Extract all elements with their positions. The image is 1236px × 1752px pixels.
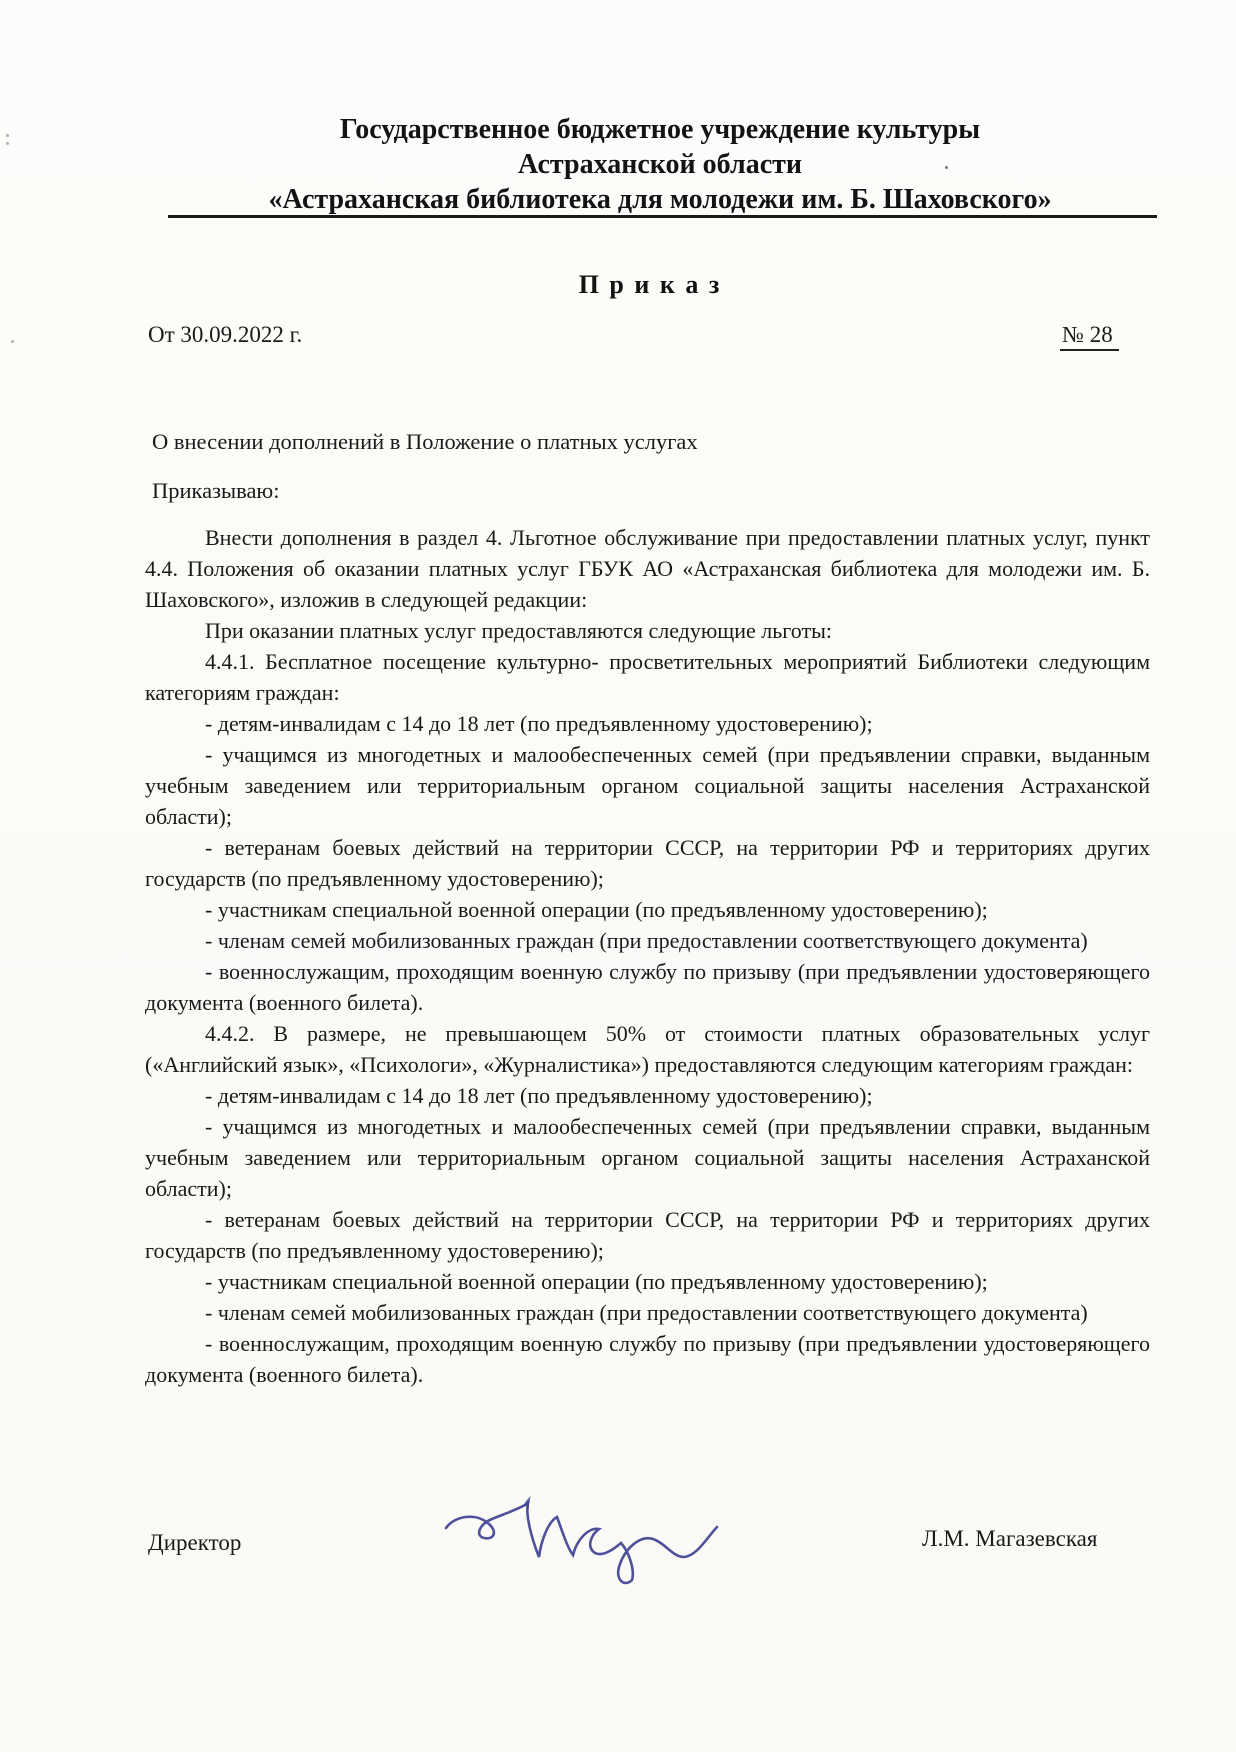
paragraph: 4.4.2. В размере, не превышающем 50% от стоимости платных образовательных услуг («Английский язык», «Психологи», «Журналистика») предоставляются следующим категориям граждан: — [145, 1021, 1150, 1077]
letterhead — [145, 112, 1175, 217]
scan-artifact — [11, 340, 14, 343]
org-name-line2: Астраханской области — [517, 149, 803, 180]
bullet-item: - ветеранам боевых действий на территории СССР, на территории РФ и территориях других государств (по предъявленному удостоверению); — [145, 835, 1150, 891]
bullet-item: - участникам специальной военной операции (по предъявленному удостоверению); — [205, 897, 988, 922]
order-date: От 30.09.2022 г. — [148, 322, 303, 347]
bullet-item: - членам семей мобилизованных граждан (при предоставлении соответствующего документа) — [205, 1300, 1088, 1325]
paragraph: Внести дополнения в раздел 4. Льготное обслуживание при предоставлении платных услуг, пункт 4.4. Положения об оказании платных услуг ГБУК АО «Астраханская библиотека для молодежи им. Б. Шаховского», изложив в следующей редакции: — [145, 525, 1150, 612]
order-body — [145, 522, 1150, 1390]
org-name-line3: «Астраханская библиотека для молодежи им. Б. Шаховского» — [268, 184, 1052, 215]
bullet-item: - учащимся из многодетных и малообеспеченных семей (при предъявлении справки, выданным учебным заведением или территориальным органом социальной защиты населения Астраханской области); — [145, 1114, 1150, 1201]
scan-artifact — [6, 134, 9, 137]
order-subject: О внесении дополнений в Положение о платных услугах — [152, 429, 698, 454]
bullet-item: - учащимся из многодетных и малообеспеченных семей (при предъявлении справки, выданным учебным заведением или территориальным органом социальной защиты населения Астраханской области); — [145, 742, 1150, 829]
directive-label: Приказываю: — [152, 478, 280, 503]
letterhead-divider — [168, 215, 1157, 218]
org-name-line1: Государственное бюджетное учреждение культуры — [339, 114, 981, 145]
signature-autograph — [436, 1494, 732, 1594]
bullet-item: - участникам специальной военной операции (по предъявленному удостоверению); — [205, 1269, 988, 1294]
order-number: № 28 — [1060, 322, 1119, 351]
signature-role: Директор — [148, 1530, 242, 1555]
paragraph: При оказании платных услуг предоставляются следующие льготы: — [205, 618, 832, 643]
order-title: П р и к а з — [578, 270, 722, 299]
bullet-item: - военнослужащим, проходящим военную службу по призыву (при предъявлении удостоверяющего документа (военного билета). — [145, 1331, 1150, 1387]
bullet-item: - детям-инвалидам с 14 до 18 лет (по предъявленному удостоверению); — [205, 1083, 873, 1108]
paragraph: 4.4.1. Бесплатное посещение культурно- просветительных мероприятий Библиотеки следующим категориям граждан: — [145, 649, 1150, 705]
bullet-item: - детям-инвалидам с 14 до 18 лет (по предъявленному удостоверению); — [205, 711, 873, 736]
bullet-item: - членам семей мобилизованных граждан (при предоставлении соответствующего документа) — [205, 928, 1088, 953]
bullet-item: - военнослужащим, проходящим военную службу по призыву (при предъявлении удостоверяющего документа (военного билета). — [145, 959, 1150, 1015]
signature-name: Л.М. Магазевская — [922, 1526, 1098, 1551]
bullet-item: - ветеранам боевых действий на территории СССР, на территории РФ и территориях других государств (по предъявленному удостоверению); — [145, 1207, 1150, 1263]
